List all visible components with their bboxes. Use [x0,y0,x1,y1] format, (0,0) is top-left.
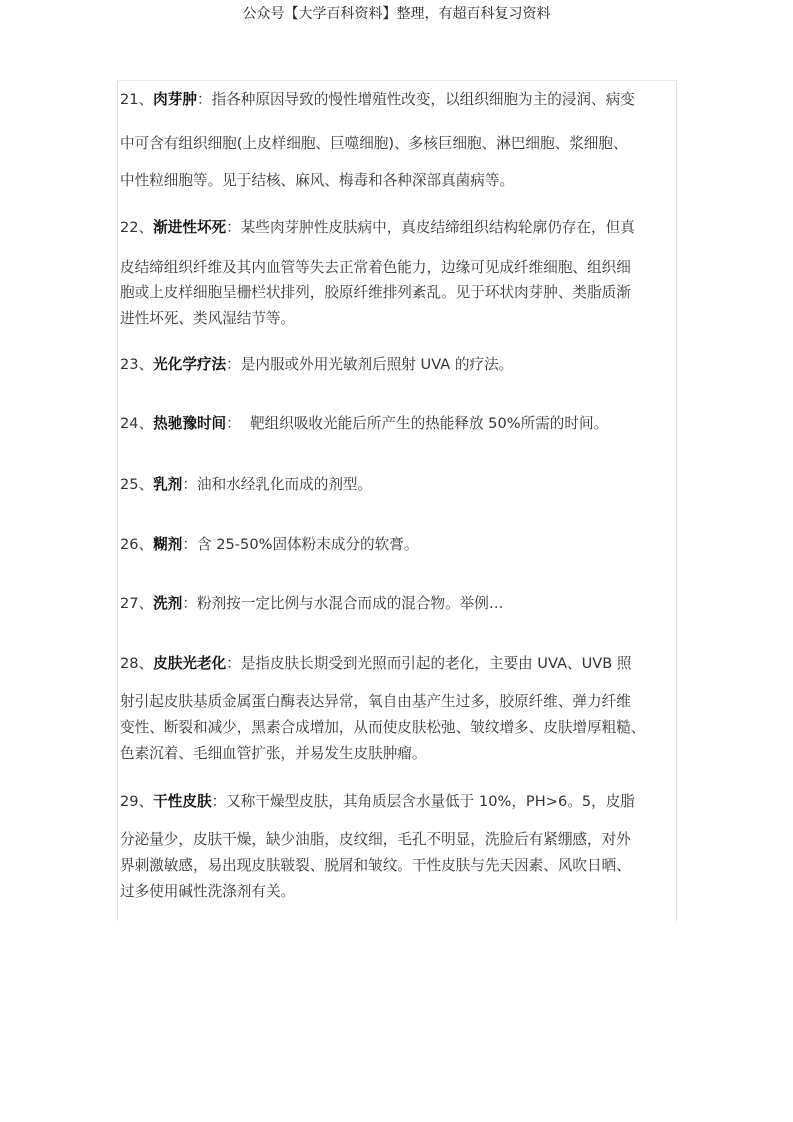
entry-number: 28、 [120,655,154,672]
entry-definition: 指各种原因导致的慢性增殖性改变，以组织细胞为主的浸润、病变 [211,91,635,108]
entry-line: 过多使用碱性洗涤剂有关。 [120,883,296,900]
entry-line [120,413,608,435]
entry-number: 21、 [120,91,154,108]
entry-line [120,89,635,111]
entry-term: 光化学疗法 [153,356,227,373]
entry-line: 变性、断裂和减少，黑素合成增加，从而使皮肤松弛、皱纹增多、皮肤增厚粗糙、 [120,719,646,736]
entry-number: 26、 [120,536,154,553]
entry-line: 胞或上皮样细胞呈栅栏状排列，胶原纤维排列紊乱。见于环状肉芽肿、类脂质渐 [120,284,631,301]
entry-line [120,653,632,675]
entry-definition: 靶组织吸收光能后所产生的热能释放 50%所需的时间。 [240,415,609,432]
entry-term: 乳剂 [153,476,183,493]
entry-number: 22、 [120,219,154,236]
entry-line [120,474,372,496]
entry-definition: 油和水经乳化而成的剂型。 [196,476,373,493]
entry-term: 干性皮肤 [153,793,212,810]
entry-definition: 是指皮肤长期受到光照而引起的老化，主要由 UVA、UVB 照 [240,655,632,672]
entry-line: 中可含有组织细胞(上皮样细胞、巨噬细胞)、多核巨细胞、淋巴细胞、浆细胞、 [120,135,628,152]
entry-term: 洗剂 [153,595,183,612]
entry-definition: 某些肉芽肿性皮肤病中，真皮结缔组织结构轮廓仍存在，但真 [240,219,635,236]
entry-line: 界刺激敏感，易出现皮肤皲裂、脱屑和皱纹。干性皮肤与先天因素、风吹日晒、 [120,857,631,874]
entry-line: 中性粒细胞等。见于结核、麻风、梅毒和各种深部真菌病等。 [120,172,515,189]
entry-line: 射引起皮肤基质金属蛋白酶表达异常，氧自由基产生过多，胶原纤维、弹力纤维 [120,693,631,710]
entry-definition: 粉剂按一定比例与水混合而成的混合物。举例… [196,595,504,612]
entry-term: 热驰豫时间 [153,415,227,432]
entry-number: 25、 [120,476,154,493]
entry-separator: ： [182,595,197,612]
entry-separator: ： [182,476,197,493]
entry-term: 肉芽肿 [153,91,197,108]
entry-separator: ： [211,793,227,810]
entry-definition: 是内服或外用光敏剂后照射 UVA 的疗法。 [240,356,514,373]
entry-separator: ： [196,91,212,108]
entry-term: 渐进性坏死 [153,219,227,236]
entry-definition: 含 25-50%固体粉末成分的软膏。 [196,536,419,553]
entry-line: 分泌量少，皮肤干燥，缺少油脂，皮纹细，毛孔不明显，洗脸后有紧绷感，对外 [120,831,631,848]
entry-definition: 又称干燥型皮肤，其角质层含水量低于 10%，PH>6。5，皮脂 [226,793,635,810]
page-header: 公众号【大学百科资料】整理，有超百科复习资料 [242,6,551,22]
entry-line [120,534,418,556]
entry-separator: ： [182,536,197,553]
entry-line: 皮结缔组织纤维及其内血管等失去正常着色能力，边缘可见成纤维细胞、组织细 [120,259,631,276]
entry-separator: ： [226,655,241,672]
entry-line [120,217,635,239]
entry-number: 23、 [120,356,154,373]
glossary-content [117,80,677,921]
entry-number: 24、 [120,415,154,432]
entry-term: 糊剂 [153,536,183,553]
entry-separator: ： [226,219,241,236]
entry-line [120,593,503,615]
entry-number: 29、 [120,793,154,810]
entry-line [120,354,513,376]
entry-line [120,791,635,813]
entry-term: 皮肤光老化 [153,655,227,672]
entry-line: 色素沉着、毛细血管扩张，并易发生皮肤肿瘤。 [120,745,427,762]
entry-separator: ： [226,356,241,373]
entry-separator: ： [226,415,241,432]
entry-line: 进性坏死、类风湿结节等。 [120,310,296,327]
entry-number: 27、 [120,595,154,612]
